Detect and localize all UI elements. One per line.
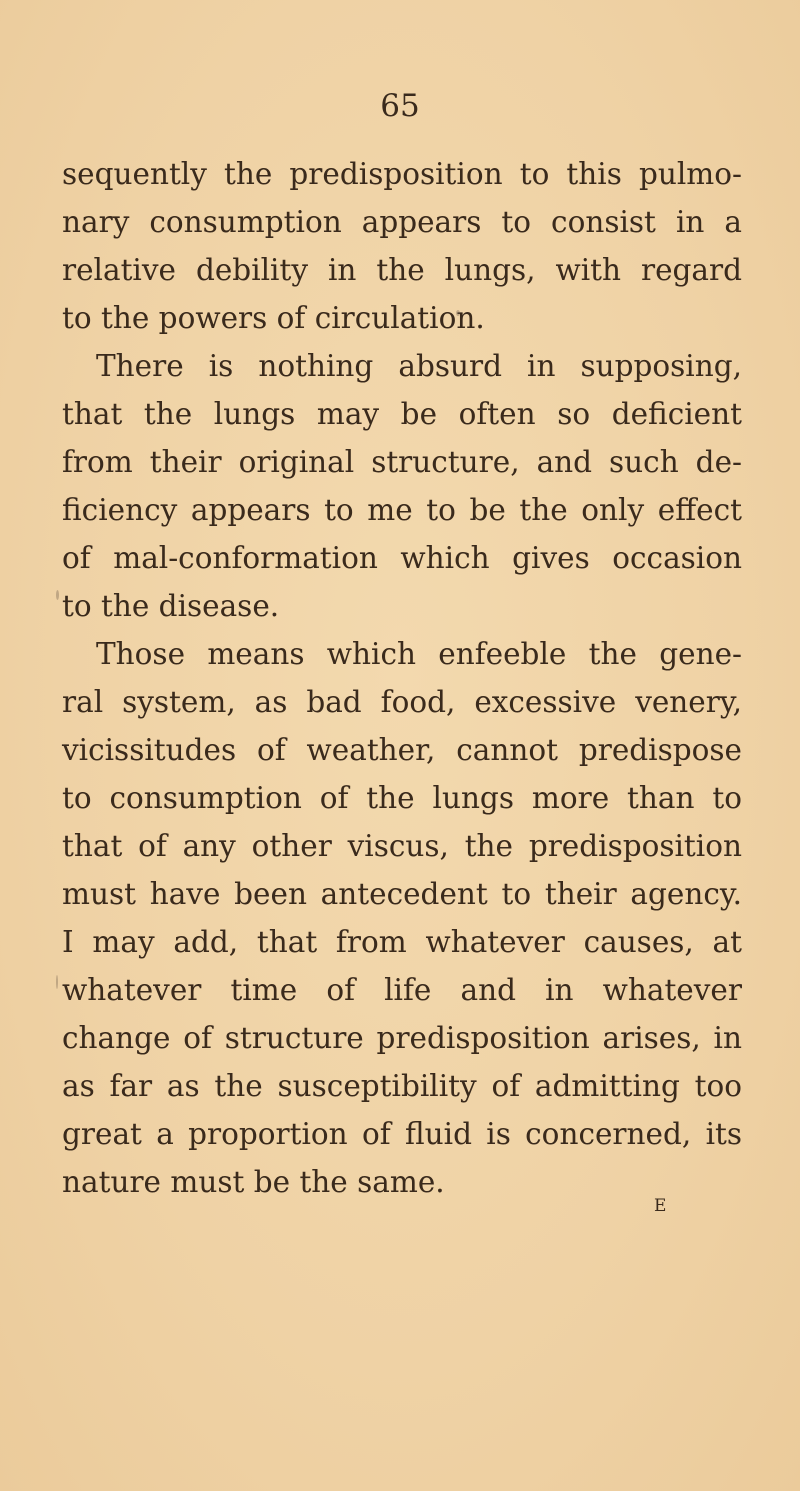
text-line: must have been antecedent to their agency.: [62, 877, 742, 911]
page-number: 65: [380, 88, 420, 124]
text-line: that of any other viscus, the predisposition: [62, 829, 742, 863]
text-line: to consumption of the lungs more than to: [62, 781, 742, 815]
text-line: that the lungs may be often so deficient: [62, 397, 742, 431]
text-line: I may add, that from whatever causes, at: [62, 925, 742, 959]
text-line: ficiency appears to me to be the only effect: [62, 493, 742, 527]
text-line: change of structure predisposition arises, in: [62, 1021, 742, 1055]
text-line: from their original structure, and such de-: [62, 445, 742, 479]
paper-speck: [56, 975, 58, 989]
paragraph-first-line: Those means which enfeeble the gene-: [96, 637, 742, 671]
text-line: vicissitudes of weather, cannot predispose: [62, 733, 742, 767]
text-line: nature must be the same.: [62, 1165, 445, 1199]
text-line: great a proportion of fluid is concerned, its: [62, 1117, 742, 1151]
text-line: to the powers of circulation.: [62, 301, 485, 335]
paragraph-first-line: There is nothing absurd in supposing,: [96, 349, 742, 383]
signature-mark: E: [654, 1196, 667, 1216]
text-line: to the disease.: [62, 589, 280, 623]
paper-speck: [56, 590, 59, 600]
text-line: nary consumption appears to consist in a: [62, 205, 742, 239]
text-line: ral system, as bad food, excessive venery,: [62, 685, 742, 719]
text-line: relative debility in the lungs, with regard: [62, 253, 742, 287]
text-line: sequently the predisposition to this pulmo-: [62, 157, 742, 191]
text-line: of mal-conformation which gives occasion: [62, 541, 742, 575]
text-line: as far as the susceptibility of admitting too: [62, 1069, 742, 1103]
paper-speck: [456, 310, 460, 316]
text-line: whatever time of life and in whatever: [62, 973, 742, 1007]
